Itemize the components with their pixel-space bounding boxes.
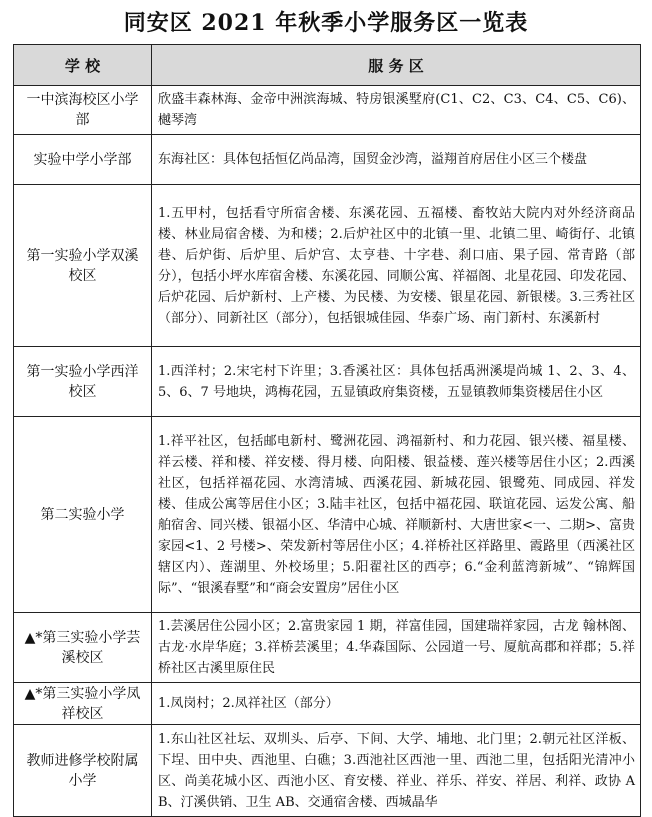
school-name: 教师进修学校附属小学 [14, 725, 152, 817]
table-row [14, 347, 641, 417]
table-row [14, 683, 641, 725]
service-area: 1.西洋村；2.宋宅村下许里；3.香溪社区：具体包括禹洲溪堤尚城 1、2、3、4、5、6、7 号地块，鸿梅花园，五显镇政府集资楼，五显镇教师集资楼居住小区 [152, 347, 641, 417]
table-row [14, 185, 641, 347]
table-row [14, 613, 641, 683]
school-name: 第一实验小学双溪校区 [14, 185, 152, 347]
service-area: 欣盛丰森林海、金帝中洲滨海城、特房银溪墅府(C1、C2、C3、C4、C5、C6)、樾琴湾 [152, 86, 641, 135]
table-row [14, 135, 641, 185]
school-name: 第一实验小学西洋校区 [14, 347, 152, 417]
service-area: 1.东山社区社坛、双圳头、后亭、下间、大学、埔地、北门里；2.朝元社区洋板、下埕、田中央、西池里、白礁；3.西池社区西池一里、西池二里，包括阳光清冲小区、尚美花城小区、西池小区、育安楼、祥业、祥乐、祥安、祥居、利祥、政协 AB、汀溪供销、卫生 AB、交通宿舍楼、西城晶华 [152, 725, 641, 817]
table-header-row [14, 45, 641, 86]
service-area-table [13, 44, 641, 817]
school-name: 第二实验小学 [14, 417, 152, 613]
service-area: 1.祥平社区，包括邮电新村、鹭洲花园、鸿福新村、和力花园、银兴楼、福星楼、祥云楼、祥和楼、祥安楼、得月楼、向阳楼、银益楼、莲兴楼等居住小区；2.西溪社区，包括祥福花园、水湾清城、西溪花园、新城花园、银鹭苑、同成园、祥发楼、佳成公寓等居住小区；3.陆丰社区，包括中福花园、联谊花园、运发公寓、船舶宿舍、同兴楼、银福小区、华清中心城、祥顺新村、大唐世家<一、二期>、富贵家园<1、2 号楼>、荣发新村等居住小区；4.祥桥社区祥路里、霞路里（西溪社区辖区内）、莲湖里、外校场里；5.阳翟社区的西亭；6.“金利蓝湾新城”、“锦辉国际”、“银溪春墅”和“商会安置房”居住小区 [152, 417, 641, 613]
table-row [14, 417, 641, 613]
school-name: 一中滨海校区小学部 [14, 86, 152, 135]
school-name: ▲*第三实验小学芸溪校区 [14, 613, 152, 683]
service-area: 1.芸溪居住公园小区；2.富贵家园 1 期，祥富佳园，国建瑞祥家园，古龙 翰林阁、古龙·水岸华庭；3.祥桥芸溪里；4.华森国际、公园道一号、厦航高郡和祥郡；5.祥桥社区古溪里原住民 [152, 613, 641, 683]
service-area: 1.五甲村，包括看守所宿舍楼、东溪花园、五福楼、畜牧站大院内对外经济商品楼、林业局宿舍楼、为和楼；2.后炉社区中的北镇一里、北镇二里、崎街仔、北镇巷、后炉街、后炉里、后炉宫、太亨巷、十字巷、刹口庙、果子园、常青路（部分），包括小坪水库宿舍楼、东溪花园、同顺公寓、祥福阁、北星花园、印发花园、后炉花园、后炉新村、上产楼、为民楼、为安楼、银星花园、新银楼。3.三秀社区（部分）、同新社区（部分），包括银城佳园、华泰广场、南门新村、东溪新村 [152, 185, 641, 347]
service-area: 东海社区：具体包括恒亿尚品湾，国贸金沙湾，溢翔首府居住小区三个楼盘 [152, 135, 641, 185]
page-title: 同安区 2021 年秋季小学服务区一览表 [123, 10, 529, 36]
header-school: 学 校 [14, 45, 152, 86]
school-name: 实验中学小学部 [14, 135, 152, 185]
header-service-area: 服 务 区 [152, 45, 641, 86]
school-name: ▲*第三实验小学凤祥校区 [14, 683, 152, 725]
service-area: 1.凤岗村；2.凤祥社区（部分） [152, 683, 641, 725]
table-row [14, 86, 641, 135]
table-row [14, 725, 641, 817]
